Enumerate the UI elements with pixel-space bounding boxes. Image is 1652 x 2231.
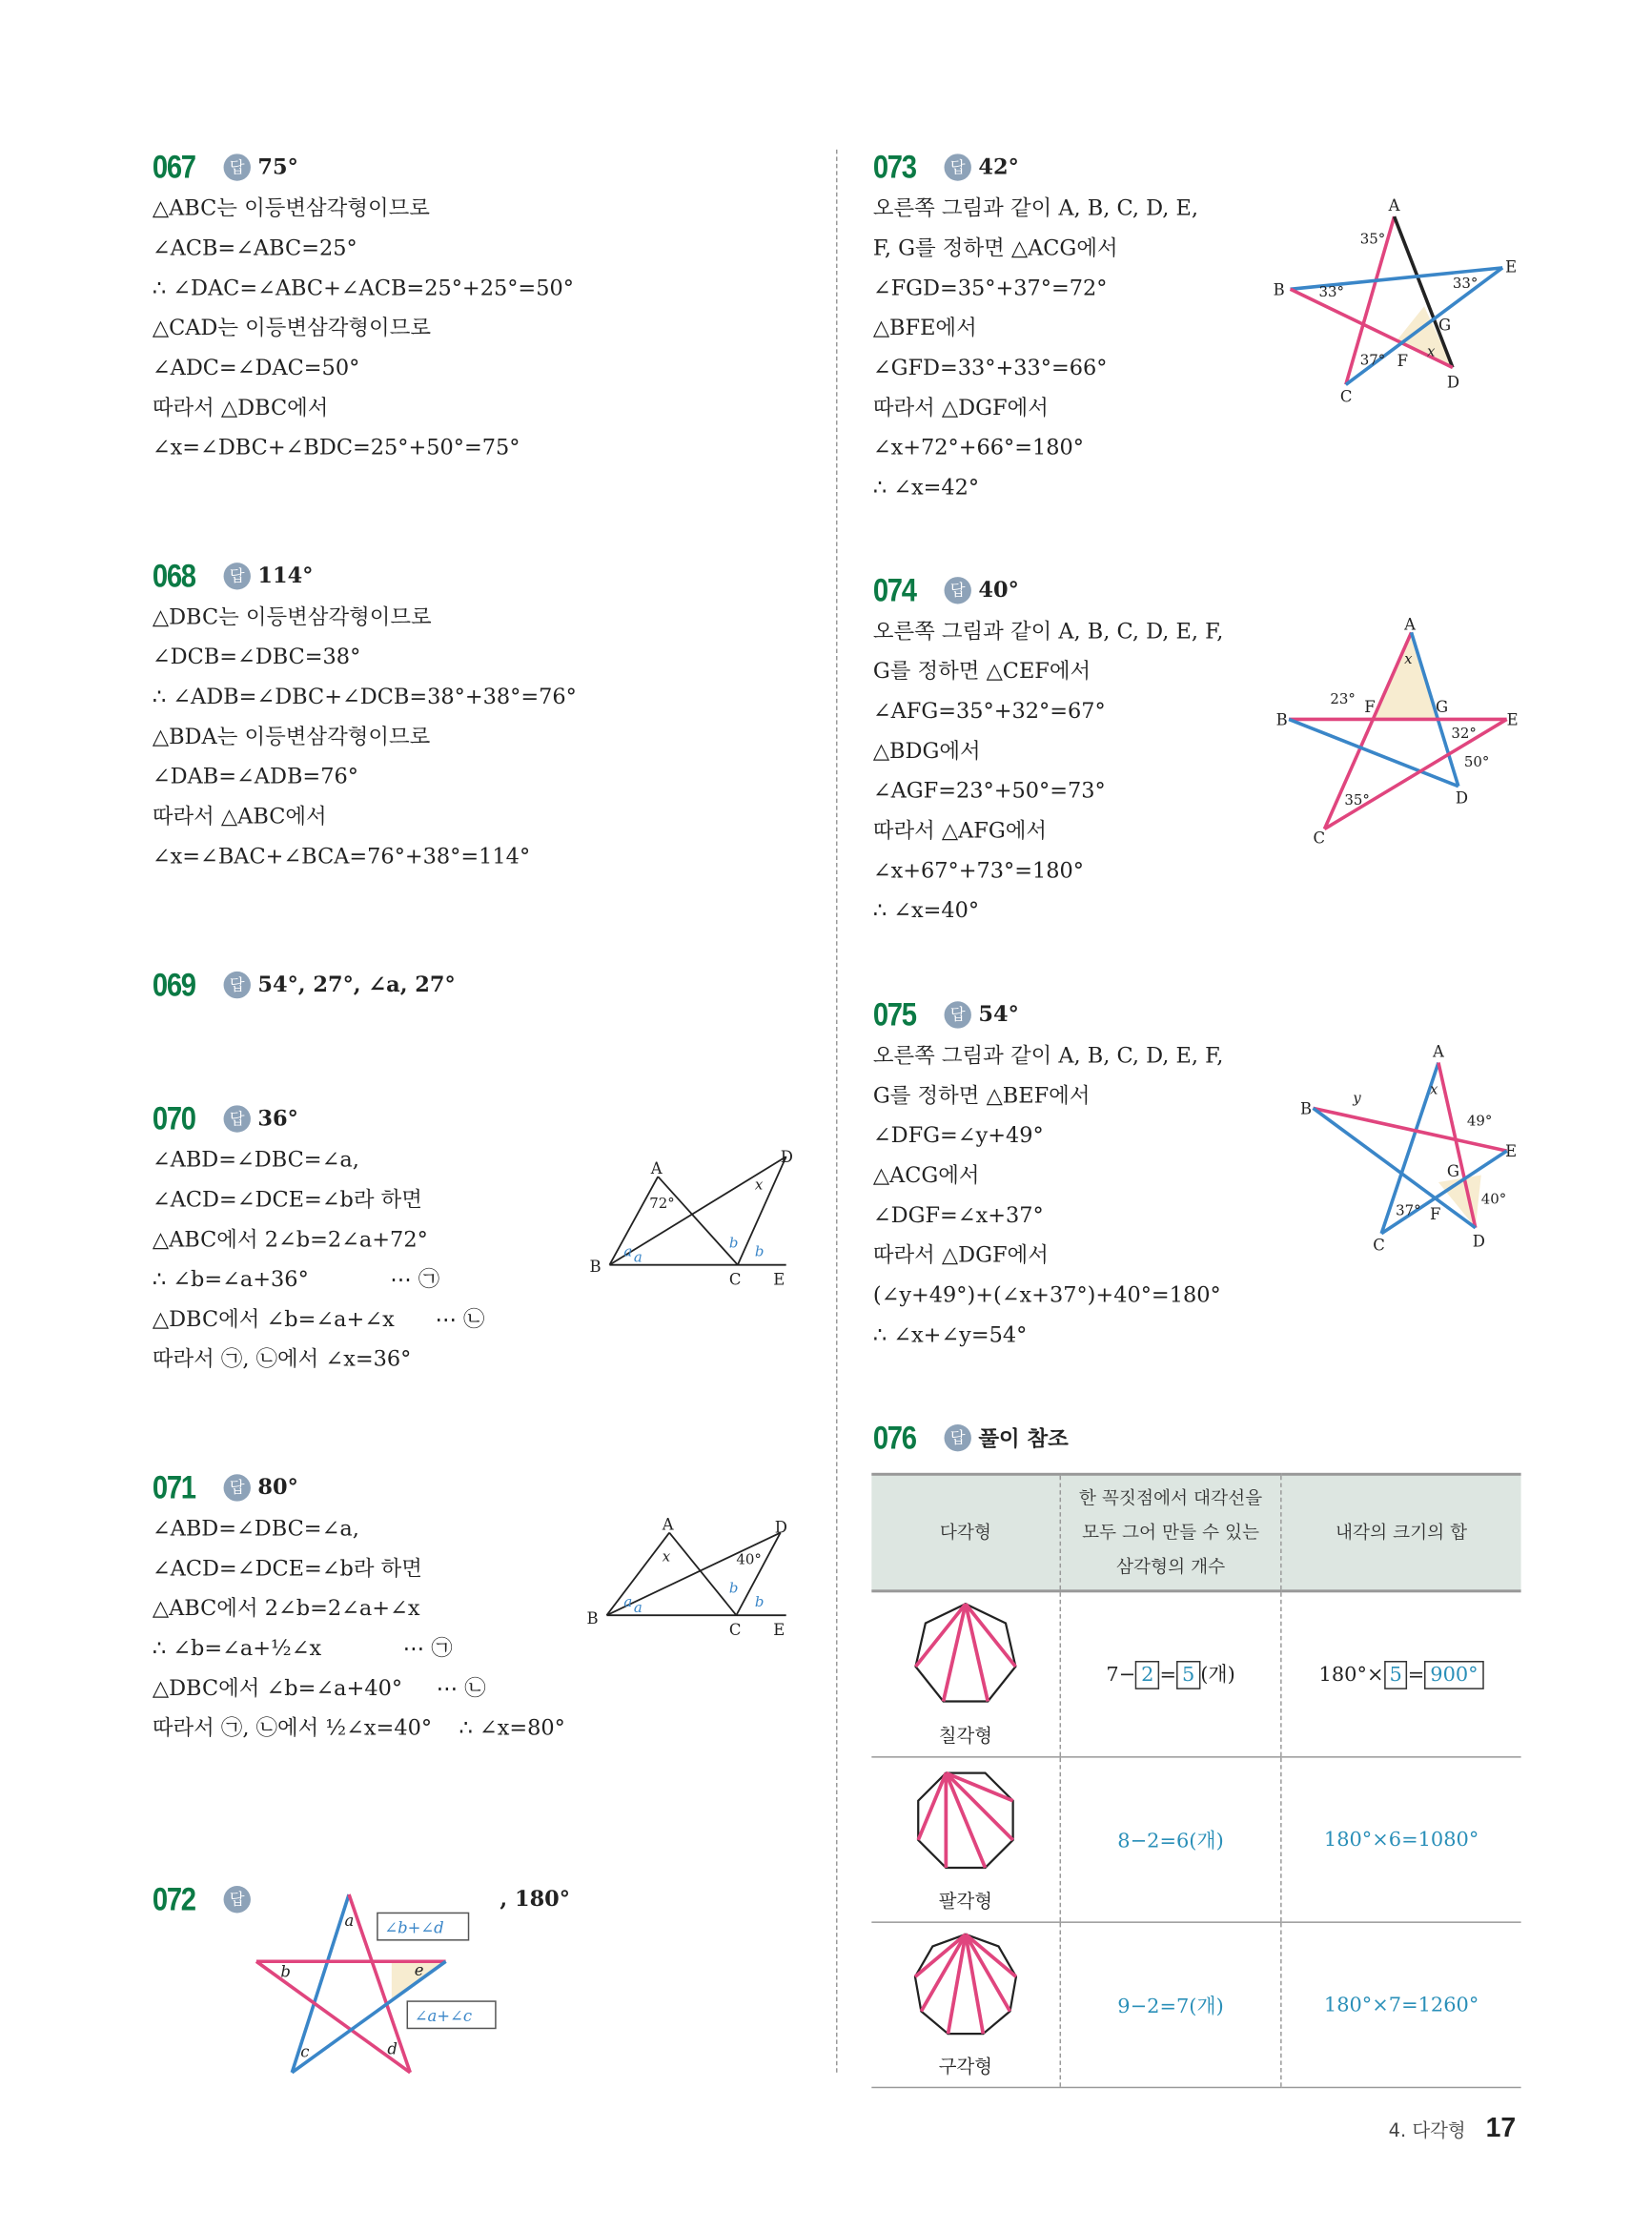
formula: 180°× [1318, 1663, 1384, 1687]
problem-number: 073 [872, 147, 916, 185]
figure-label: ∠b+∠d [384, 1918, 444, 1937]
answer-value: 114° [257, 563, 314, 589]
solution-line: ∠x=∠DBC+∠BDC=25°+50°=75° [152, 434, 520, 461]
figure-label: d [387, 2039, 398, 2058]
solution-line: ∴ ∠DAC=∠ABC+∠ACB=25°+25°=50° [152, 275, 574, 301]
angle-sum-cell [1281, 1922, 1521, 2087]
answer-badge: 답 [224, 154, 251, 180]
figure-label: B [1300, 1099, 1313, 1118]
solution-line: ∠ABD=∠DBC=∠a, [152, 1515, 359, 1542]
figure-label: 35° [1344, 791, 1370, 809]
solution-line: △ABC에서 2∠b=2∠a+72° [152, 1226, 428, 1253]
solution-line: ∠ACD=∠DCE=∠b라 하면 [152, 1555, 422, 1582]
figure-label: b [754, 1242, 765, 1260]
figure-label: F [1429, 1204, 1441, 1223]
polygon-cell [871, 1591, 1060, 1757]
answer-box: 900° [1424, 1660, 1483, 1689]
solution-line: △DBC에서 ∠b=∠a+40° ⋯ ㉡ [152, 1674, 486, 1701]
figure-label: B [589, 1258, 602, 1277]
figure-label: b [280, 1962, 291, 1981]
figure-label: A [1404, 615, 1416, 634]
answer-value: 풀이 참조 [978, 1424, 1069, 1451]
solution-line: 따라서 △DBC에서 [152, 394, 329, 420]
figure-label: 37° [1359, 351, 1386, 369]
polygon-table [871, 1473, 1520, 2088]
figure-label: A [1388, 196, 1400, 215]
figure-label: 50° [1463, 752, 1490, 770]
equals: = [1407, 1663, 1425, 1687]
solution-line: ∴ ∠x=42° [872, 474, 980, 501]
figure-label: x [754, 1176, 764, 1194]
figure-label: A [1432, 1042, 1444, 1061]
solution-line: ∴ ∠b=∠a+½∠x ⋯ ㉠ [152, 1635, 453, 1662]
header-angle-sum: 내각의 크기의 합 [1281, 1474, 1521, 1591]
solution-line: △DBC는 이등변삼각형이므로 [152, 604, 432, 630]
solution-line: △ABC에서 2∠b=2∠a+∠x [152, 1595, 420, 1622]
formula: 7− [1106, 1663, 1136, 1687]
solution-line: ∠x+72°+66°=180° [872, 434, 1085, 461]
angle-sum: 180°×7=1260° [1323, 1993, 1479, 2016]
figure-label: C [728, 1621, 742, 1640]
figure-label: D [774, 1518, 787, 1537]
figure-label: b [728, 1579, 739, 1597]
figure-label: 23° [1330, 690, 1356, 708]
figure-label: F [1397, 351, 1409, 370]
solution-line: ∠AGF=23°+50°=73° [872, 777, 1106, 804]
answer-badge: 답 [224, 1105, 251, 1132]
answer-badge: 답 [945, 1423, 971, 1450]
solution-line: ∠DAB=∠ADB=76° [152, 763, 358, 789]
answer-badge: 답 [224, 971, 251, 997]
figure-label: G [1435, 698, 1449, 716]
solution-line: G를 정하면 △BEF에서 [872, 1082, 1091, 1109]
solution-line: ∠GFD=33°+33°=66° [872, 355, 1108, 380]
unit: (개) [1200, 1663, 1235, 1687]
answer-box: 2 [1135, 1661, 1159, 1689]
figure-label: G [1438, 316, 1452, 335]
figure-label: 33° [1452, 274, 1479, 292]
figure-label: 35° [1359, 230, 1386, 248]
solution-line: 따라서 ㉠, ㉡에서 ½∠x=40° ∴ ∠x=80° [152, 1714, 565, 1741]
page-number: 17 [1485, 2114, 1517, 2144]
figure-label: 32° [1451, 724, 1477, 742]
answer-value: 40° [978, 577, 1019, 603]
figure-label: x [662, 1547, 671, 1566]
figure-label: E [773, 1621, 785, 1640]
solution-line: ∠DGF=∠x+37° [872, 1201, 1044, 1228]
problem-number: 071 [152, 1467, 195, 1505]
figure-label: A [650, 1159, 663, 1178]
answer-value: 42° [978, 154, 1019, 180]
figure-label: x [1426, 342, 1436, 360]
problem-number: 068 [152, 556, 195, 594]
figure-label: B [586, 1609, 599, 1628]
solution-line: ∠ADC=∠DAC=50° [152, 355, 360, 380]
figure-label: y [1353, 1089, 1361, 1107]
triangle-count: 8−2=6(개) [1117, 1830, 1224, 1852]
solution-line: F, G를 정하면 △ACG에서 [872, 235, 1118, 261]
page-footer [1389, 2114, 1517, 2145]
solution-line: ∠x=∠BAC+∠BCA=76°+38°=114° [152, 843, 531, 870]
figure-label: e [414, 1961, 424, 1980]
solution-line: △BFE에서 [872, 315, 977, 341]
solution-line: 오른쪽 그림과 같이 A, B, C, D, E, F, [872, 1042, 1224, 1069]
figure-label: b [728, 1234, 739, 1252]
angle-sum-cell [1281, 1757, 1521, 1922]
solution-line: △ACG에서 [872, 1162, 980, 1188]
problem-number: 069 [152, 965, 195, 1003]
solution-line: G를 정하면 △CEF에서 [872, 658, 1091, 685]
solution-line: △BDA는 이등변삼각형이므로 [152, 723, 431, 749]
table-row [871, 1591, 1520, 1757]
solution-line: ∠DFG=∠y+49° [872, 1122, 1044, 1149]
solution-line: 따라서 △AFG에서 [872, 817, 1048, 844]
solution-line: 오른쪽 그림과 같이 A, B, C, D, E, [872, 194, 1199, 221]
solution-line: △BDG에서 [872, 737, 981, 764]
answer-badge: 답 [224, 1885, 251, 1912]
figure-label: D [1455, 788, 1469, 808]
answer-box: 5 [1176, 1661, 1200, 1689]
answer-value: 75° [257, 154, 298, 180]
solution-line: △DBC에서 ∠b=∠a+∠x ⋯ ㉡ [152, 1305, 485, 1332]
figure-label: 40° [1480, 1190, 1507, 1208]
figure-line [669, 1533, 736, 1616]
figure-label: D [1472, 1232, 1485, 1251]
figure-label: ∠a+∠c [414, 2006, 473, 2025]
polygon-name: 칠각형 [938, 1726, 993, 1749]
answer-badge: 답 [945, 154, 971, 180]
angle-sum: 180°×6=1080° [1323, 1828, 1479, 1852]
solution-line: ∠ACB=∠ABC=25° [152, 235, 357, 261]
figure-label: F [1364, 698, 1376, 716]
header-polygon: 다각형 [871, 1474, 1060, 1591]
solution-line: ∠ACD=∠DCE=∠b라 하면 [152, 1186, 422, 1213]
figure-label: 49° [1466, 1112, 1493, 1130]
answer-badge: 답 [224, 1474, 251, 1501]
solution-line: ∴ ∠x=40° [872, 897, 980, 924]
polygon-cell [871, 1757, 1060, 1922]
answer-value: 36° [257, 1105, 298, 1132]
solution-line: 따라서 △DGF에서 [872, 1241, 1049, 1268]
solution-line: 오른쪽 그림과 같이 A, B, C, D, E, F, [872, 618, 1224, 645]
problem-number: 070 [152, 1098, 195, 1136]
answer-value: 54° [978, 1001, 1019, 1028]
chapter-label: 4. 다각형 [1388, 2120, 1466, 2142]
figure-label: B [1273, 280, 1285, 299]
star-074-line [1324, 719, 1506, 829]
figure-label: C [1313, 829, 1326, 848]
solution-line: ∠ABD=∠DBC=∠a, [152, 1146, 359, 1173]
figure-label: 37° [1396, 1201, 1421, 1219]
problem-number: 067 [152, 147, 195, 185]
solution-line: (∠y+49°)+(∠x+37°)+40°=180° [872, 1281, 1221, 1308]
figure-label: C [1339, 387, 1353, 406]
polygon-name: 팔각형 [938, 1892, 993, 1914]
triangle-count-cell [1060, 1591, 1281, 1757]
triangle-count-cell [1060, 1922, 1281, 2087]
table-row [871, 1922, 1520, 2087]
answer-badge: 답 [945, 576, 971, 603]
solution-line: ∴ ∠b=∠a+36° ⋯ ㉠ [152, 1266, 440, 1293]
solution-line: ∠DCB=∠DBC=38° [152, 644, 361, 670]
figure-label: E [1506, 710, 1519, 729]
polygon-name: 구각형 [938, 2057, 993, 2078]
figure-label: E [1505, 257, 1518, 276]
figure-label: a [633, 1248, 642, 1266]
figure-label: G [1446, 1162, 1460, 1181]
solution-line: ∠FGD=35°+37°=72° [872, 275, 1108, 301]
figure-label: 72° [649, 1194, 675, 1212]
figure-label: a [344, 1911, 355, 1930]
answer-badge: 답 [945, 1001, 971, 1028]
solution-line: ∠x+67°+73°=180° [872, 857, 1085, 884]
triangle-count: 9−2=7(개) [1117, 1995, 1224, 2018]
polygon-cell [871, 1922, 1060, 2087]
figure-label: x [1429, 1080, 1438, 1098]
figure-label: a [623, 1242, 633, 1260]
figure-label: C [1373, 1236, 1385, 1255]
answer-badge: 답 [224, 562, 251, 588]
figure-label: 40° [736, 1550, 762, 1568]
solution-line: △ABC는 이등변삼각형이므로 [152, 194, 430, 221]
solution-line: 따라서 ㉠, ㉡에서 ∠x=36° [152, 1345, 412, 1372]
solution-line: ∠AFG=35°+32°=67° [872, 698, 1106, 724]
problem-number: 076 [872, 1418, 916, 1456]
solution-line: △CAD는 이등변삼각형이므로 [152, 315, 432, 341]
solution-line: 따라서 △DGF에서 [872, 394, 1049, 420]
polygon-icon [908, 1932, 1023, 2040]
table-row [871, 1757, 1520, 1922]
equals: = [1159, 1663, 1176, 1687]
star-074-line [1289, 719, 1458, 786]
solution-line: ∴ ∠x+∠y=54° [872, 1321, 1028, 1348]
figure-label: C [728, 1270, 742, 1289]
problem-number: 074 [872, 570, 916, 608]
figure-label: A [662, 1515, 674, 1534]
figure-label: E [1505, 1142, 1518, 1161]
problem-number: 072 [152, 1879, 195, 1917]
answer-value: 54°, 27°, ∠a, 27° [257, 971, 456, 997]
answer-box: 5 [1383, 1660, 1407, 1689]
problem-number: 075 [872, 994, 916, 1033]
figure-label: 33° [1318, 282, 1344, 300]
polygon-icon [908, 1767, 1023, 1875]
figure-label: x [1404, 650, 1413, 668]
solution-line: ∴ ∠ADB=∠DBC+∠DCB=38°+38°=76° [152, 684, 577, 710]
figure-label: b [754, 1593, 765, 1611]
triangle-count-cell [1060, 1757, 1281, 1922]
figure-label: a [633, 1599, 642, 1617]
figure-label: D [780, 1148, 793, 1167]
figure-label: B [1275, 710, 1288, 729]
figure-label: D [1446, 373, 1460, 392]
answer-value: 80° [257, 1474, 298, 1501]
figure-label: a [623, 1593, 633, 1611]
figure-label: E [773, 1270, 785, 1289]
polygon-icon [908, 1601, 1023, 1709]
figure-label: c [300, 2042, 310, 2061]
solution-line: 따라서 △ABC에서 [152, 803, 327, 829]
header-triangle-count: 한 꼭짓점에서 대각선을 모두 그어 만들 수 있는 삼각형의 개수 [1060, 1474, 1281, 1591]
angle-sum-cell [1281, 1591, 1521, 1757]
answer-value: , 180° [500, 1886, 570, 1912]
